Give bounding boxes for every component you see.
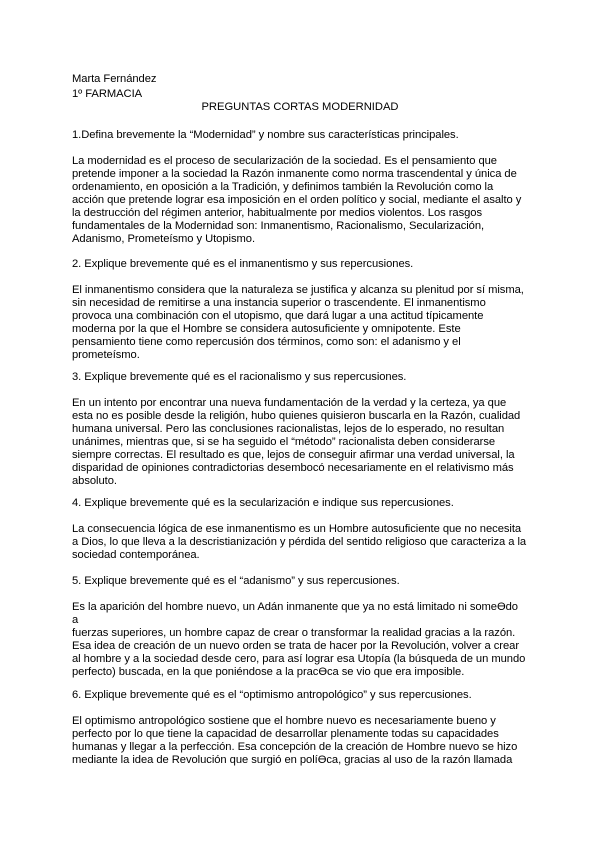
document-title: PREGUNTAS CORTAS MODERNIDAD: [201, 101, 399, 113]
author-name: Marta Fernández: [72, 73, 157, 85]
question-4: 4. Explique brevemente qué es la secularización e indique sus repercusiones.: [72, 497, 454, 509]
answer-5-line: al hombre y a la sociedad desde cero, para así lograr esa Utopía (la búsqueda de un mundo: [72, 653, 526, 665]
answer-3-line: siempre correctas. El resultado es que, lejos de conseguir afirmar una verdad universal, la: [72, 449, 515, 461]
answer-1-line: acción que pretende lograr esa imposición en el orden político y social, mediante el asalto y: [72, 194, 522, 206]
answer-4-line: sociedad contemporánea.: [72, 549, 200, 561]
answer-3-line: esta no es posible desde la religión, hubo quienes quisieron buscarla en la Razón, cualidad: [72, 410, 521, 422]
answer-1-line: ordenamiento, en oposición a la Tradición, y definimos también la Revolución como la: [72, 181, 494, 193]
answer-3-line: disparidad de opiniones contradictorias desembocó necesariamente en el relativismo más: [72, 462, 514, 474]
answer-2-line: moderna por la que el Hombre se considera autosuficiente y omnipotente. Este: [72, 323, 461, 335]
answer-6-line: El optimismo antropológico sostiene que el hombre nuevo es necesariamente bueno y: [72, 715, 496, 727]
answer-1-line: la destrucción del régimen anterior, habitualmente por medios violentos. Los rasgos: [72, 207, 483, 219]
answer-4-line: a Dios, lo que lleva a la descristianización y pérdida del sentido religioso que caracteriza a la: [72, 536, 527, 548]
answer-5-line: a: [72, 614, 79, 626]
answer-5-line: Es la aparición del hombre nuevo, un Adán inmanente que ya no está limitado ni someϴdo: [72, 601, 518, 613]
answer-2-line: El inmanentismo considera que la naturaleza se justifica y alcanza su plenitud por sí misma,: [72, 284, 524, 296]
answer-5-line: Esa idea de creación de un nuevo orden se trata de hacer por la Revolución, volver a crear: [72, 640, 519, 652]
answer-2-line: prometeísmo.: [72, 349, 140, 361]
answer-6-line: perfecto por lo que tiene la capacidad de desarrollar plenamente todas su capacidades: [72, 728, 499, 740]
answer-5-line: perfecto) buscada, en la que poniéndose a la pracϴca se vio que era imposible.: [72, 666, 465, 678]
answer-1-line: fundamentales de la Modernidad son: Inmanentismo, Racionalismo, Secularización,: [72, 220, 485, 232]
answer-3-line: humana universal. Pero las conclusiones racionalistas, lejos de lo esperado, no resultan: [72, 423, 505, 435]
question-5: 5. Explique brevemente qué es el “adanismo” y sus repercusiones.: [72, 575, 400, 587]
question-1: 1.Defina brevemente la “Modernidad” y nombre sus características principales.: [72, 129, 459, 141]
answer-6-line: humanas y llegar a la perfección. Esa concepción de la creación de Hombre nuevo se hizo: [72, 741, 518, 753]
course-label: 1º FARMACIA: [72, 88, 143, 100]
answer-1-line: Adanismo, Prometeísmo y Utopismo.: [72, 233, 256, 245]
question-2: 2. Explique brevemente qué es el inmanentismo y sus repercusiones.: [72, 258, 414, 270]
answer-6-line: mediante la idea de Revolución que surgió en políϴca, gracias al uso de la razón llamada: [72, 754, 513, 766]
answer-3-line: En un intento por encontrar una nueva fundamentación de la verdad y la certeza, ya que: [72, 397, 507, 409]
answer-3-line: absoluto.: [72, 475, 117, 487]
question-3: 3. Explique brevemente qué es el racionalismo y sus repercusiones.: [72, 371, 407, 383]
answer-5-line: fuerzas superiores, un hombre capaz de crear o transformar la realidad gracias a la razón.: [72, 627, 516, 639]
answer-1-line: La modernidad es el proceso de secularización de la sociedad. Es el pensamiento que: [72, 155, 497, 167]
answer-4-line: La consecuencia lógica de ese inmanentismo es un Hombre autosuficiente que no necesita: [72, 523, 522, 535]
answer-2-line: pensamiento tiene como repercusión dos términos, como son: el adanismo y el: [72, 336, 461, 348]
question-6: 6. Explique brevemente qué es el “optimismo antropológico” y sus repercusiones.: [72, 689, 472, 701]
answer-2-line: sin necesidad de remitirse a una instancia superior o trascendente. El inmanentismo: [72, 297, 486, 309]
answer-1-line: pretende imponer a la sociedad la Razón inmanente como norma trascendental y única de: [72, 168, 517, 180]
answer-3-line: unánimes, mientras que, si se ha seguido el “método” racionalista deben considerarse: [72, 436, 496, 448]
answer-2-line: provoca una combinación con el utopismo, que dará lugar a una actitud típicamente: [72, 310, 484, 322]
